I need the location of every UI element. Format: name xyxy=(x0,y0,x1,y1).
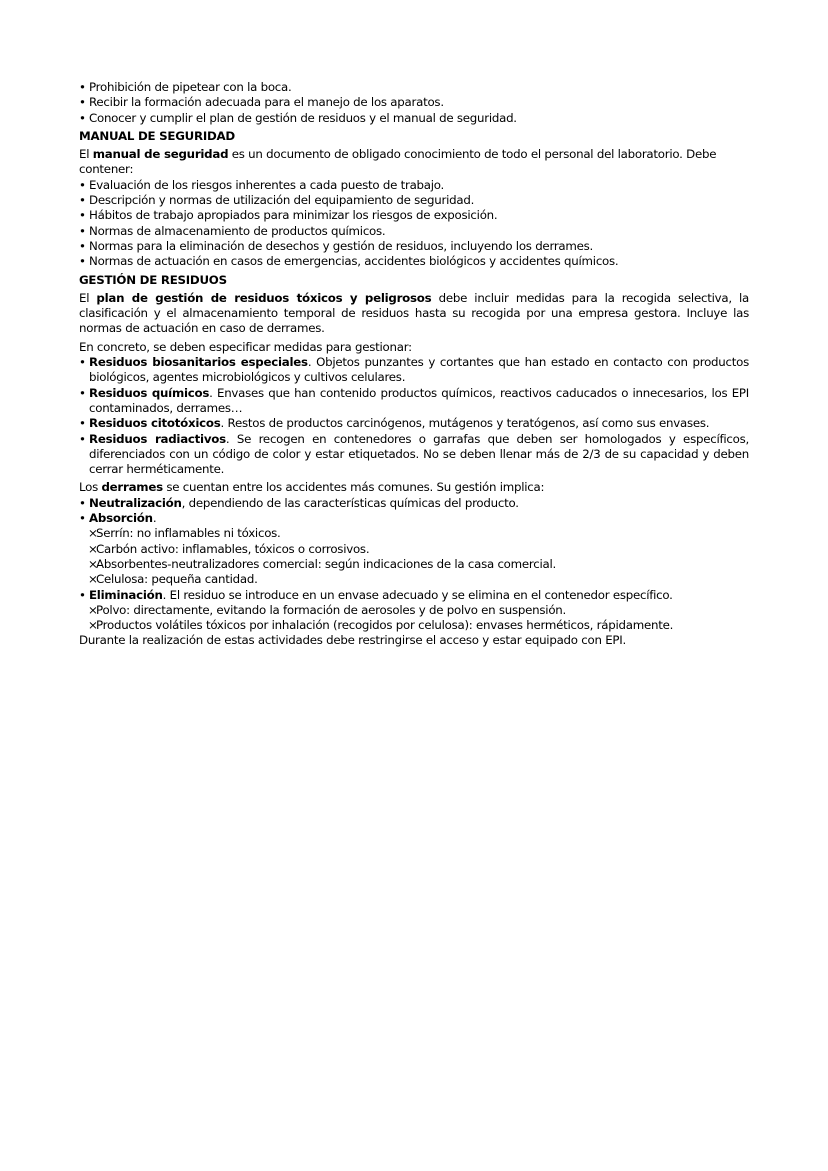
residuos-heading: GESTIÓN DE RESIDUOS xyxy=(79,272,227,287)
list-item: • Normas de almacenamiento de productos químicos. xyxy=(79,224,749,239)
sub-list-item: × Serrín: no inflamables ni tóxicos. xyxy=(79,526,749,541)
list-item: • Prohibición de pipetear con la boca. xyxy=(79,80,749,95)
list-item: • Residuos citotóxicos. Restos de productos carcinógenos, mutágenos y teratógenos, así como sus envases. xyxy=(79,416,749,431)
list-item: • Normas para la eliminación de desechos y gestión de residuos, incluyendo los derrames. xyxy=(79,239,749,254)
residuos-concreto: En concreto, se deben especificar medidas para gestionar: xyxy=(79,339,412,354)
list-item: • Residuos químicos. Envases que han contenido productos químicos, reactivos caducados o innecesarios, los EPI contaminados, derrames… xyxy=(79,386,749,417)
list-item: • Descripción y normas de utilización del equipamiento de seguridad. xyxy=(79,193,749,208)
intro-bullet-list xyxy=(79,80,749,126)
list-item: • Recibir la formación adecuada para el manejo de los aparatos. xyxy=(79,95,749,110)
list-item: • Neutralización, dependiendo de las características químicas del producto. xyxy=(79,496,749,511)
list-item: • Evaluación de los riesgos inherentes a cada puesto de trabajo. xyxy=(79,178,749,193)
residuos-intro: El plan de gestión de residuos tóxicos y peligrosos debe incluir medidas para la recogida selectiva, la clasificación y el almacenamiento temporal de residuos hasta su recogida por una empresa gestora. Incluye las normas de actuación en caso de derrames. xyxy=(79,290,750,336)
sub-list-item: × Carbón activo: inflamables, tóxicos o corrosivos. xyxy=(79,542,749,557)
sub-list-item: × Polvo: directamente, evitando la formación de aerosoles y de polvo en suspensión. xyxy=(79,603,749,618)
absorcion-sublist xyxy=(79,526,749,587)
list-item: • Hábitos de trabajo apropiados para minimizar los riesgos de exposición. xyxy=(79,208,749,223)
derrames-cierre: Durante la realización de estas actividades debe restringirse el acceso y estar equipado con EPI. xyxy=(79,633,626,648)
eliminacion-list xyxy=(79,588,749,603)
derrames-intro: Los derrames se cuentan entre los accidentes más comunes. Su gestión implica: xyxy=(79,480,545,495)
manual-list xyxy=(79,178,749,270)
list-item: • Normas de actuación en casos de emergencias, accidentes biológicos y accidentes químicos. xyxy=(79,254,749,269)
derrames-list xyxy=(79,496,749,527)
residuos-tipos-list xyxy=(79,355,749,477)
sub-list-item: × Celulosa: pequeña cantidad. xyxy=(79,572,749,587)
sub-list-item: × Absorbentes-neutralizadores comercial: según indicaciones de la casa comercial. xyxy=(79,557,749,572)
list-item: • Conocer y cumplir el plan de gestión de residuos y el manual de seguridad. xyxy=(79,111,749,126)
manual-intro: El manual de seguridad es un documento de obligado conocimiento de todo el personal del laboratorio. Debe contener: xyxy=(79,147,717,177)
list-item: • Residuos biosanitarios especiales. Objetos punzantes y cortantes que han estado en contacto con productos biológicos, agentes microbiológicos y cultivos celulares. xyxy=(79,355,749,386)
sub-list-item: × Productos volátiles tóxicos por inhalación (recogidos por celulosa): envases herméticos, rápidamente. xyxy=(79,618,749,633)
manual-heading: MANUAL DE SEGURIDAD xyxy=(79,128,235,143)
list-item: • Eliminación. El residuo se introduce en un envase adecuado y se elimina en el contenedor específico. xyxy=(79,588,749,603)
document-body xyxy=(79,80,749,649)
list-item: • Absorción. xyxy=(79,511,749,526)
eliminacion-sublist xyxy=(79,603,749,634)
list-item: • Residuos radiactivos. Se recogen en contenedores o garrafas que deben ser homologados y específicos, diferenciados con un código de color y estar etiquetados. No se deben llenar más de 2/3 de su capacidad y deben cerrar herméticamente. xyxy=(79,432,749,478)
